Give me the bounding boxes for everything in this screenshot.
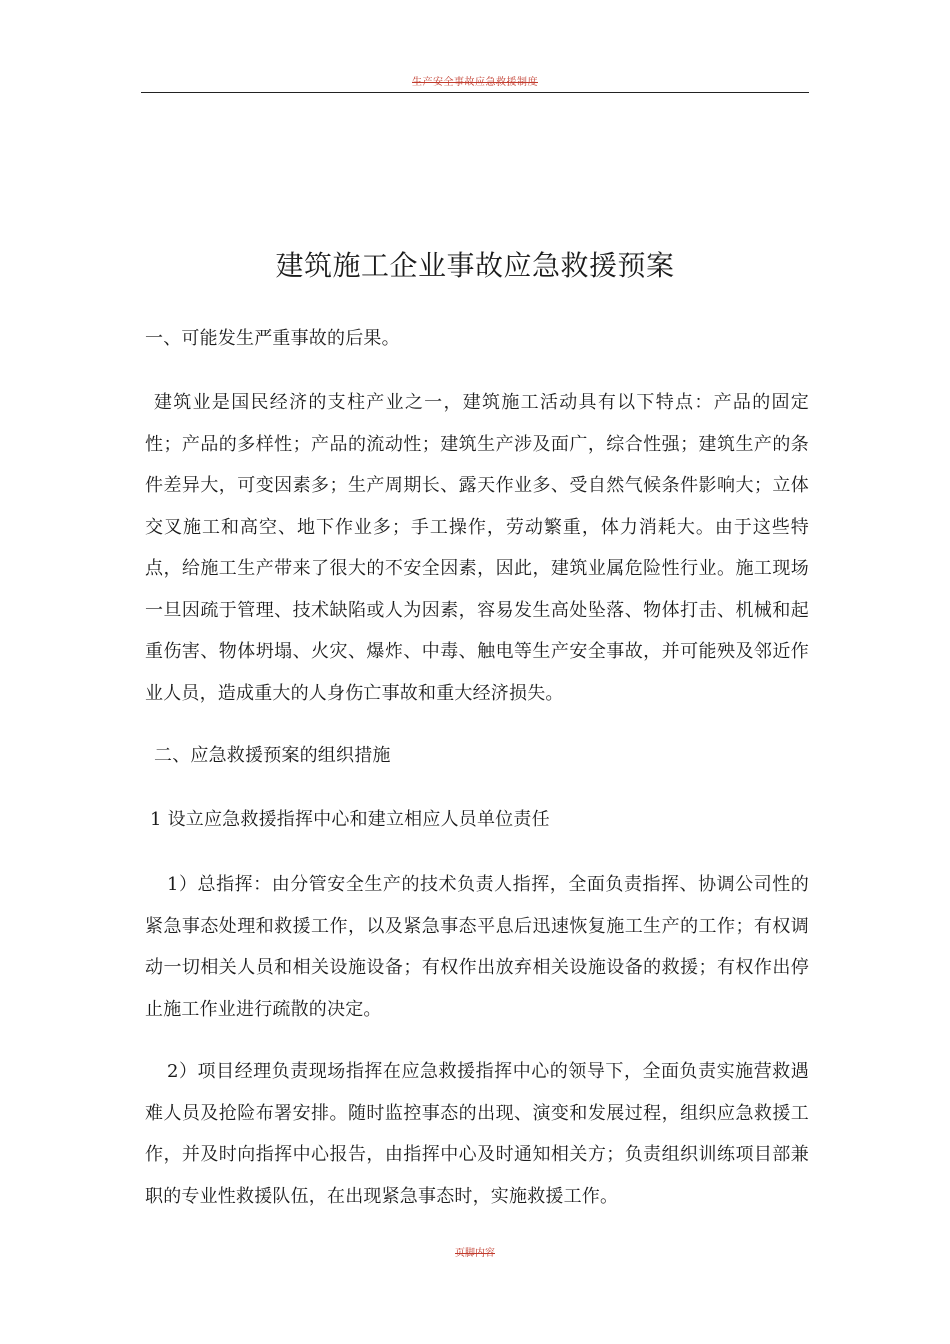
- section2-heading-block: [145, 735, 809, 777]
- item1-paragraph: 1）总指挥：由分管安全生产的技术负责人指挥，全面负责指挥、协调公司性的紧急事态处理和救援工作，以及紧急事态平息后迅速恢复施工生产的工作；有权调动一切相关人员和相关设施设备；有权作出放弃相关设施设备的救援；有权作出停止施工作业进行疏散的决定。: [145, 874, 809, 1020]
- running-header: 生产安全事故应急救援制度: [412, 77, 538, 88]
- section1-heading-block: [145, 318, 809, 360]
- page-footer: 页脚内容: [455, 1248, 495, 1259]
- header-divider: [141, 92, 809, 93]
- section1-paragraph: 建筑业是国民经济的支柱产业之一，建筑施工活动具有以下特点：产品的固定性；产品的多样性；产品的流动性；建筑生产涉及面广，综合性强；建筑生产的条件差异大，可变因素多；生产周期长、露天作业多、受自然气候条件影响大；立体交叉施工和高空、地下作业多；手工操作，劳动繁重，体力消耗大。由于这些特点，给施工生产带来了很大的不安全因素，因此，建筑业属危险性行业。施工现场一旦因疏于管理、技术缺陷或人为因素，容易发生高处坠落、物体打击、机械和起重伤害、物体坍塌、火灾、爆炸、中毒、触电等生产安全事故，并可能殃及邻近作业人员，造成重大的人身伤亡事故和重大经济损失。: [145, 392, 809, 704]
- section1-body-block: [145, 382, 809, 714]
- subsection1-heading: 1 设立应急救援指挥中心和建立相应人员单位责任: [150, 809, 550, 830]
- item1-block: [145, 864, 809, 1030]
- subsection1-heading-block: [145, 799, 809, 841]
- section2-heading: 二、应急救援预案的组织措施: [154, 745, 391, 766]
- item2-paragraph: 2）项目经理负责现场指挥在应急救援指挥中心的领导下，全面负责实施营救遇难人员及抢险布署安排。随时监控事态的出现、演变和发展过程，组织应急救援工作，并及时向指挥中心报告，由指挥中心及时通知相关方；负责组织训练项目部兼职的专业性救援队伍，在出现紧急事态时，实施救援工作。: [145, 1061, 809, 1207]
- section1-heading: 一、可能发生严重事故的后果。: [145, 328, 400, 349]
- document-title: 建筑施工企业事故应急救援预案: [275, 249, 675, 282]
- item2-block: [145, 1051, 809, 1217]
